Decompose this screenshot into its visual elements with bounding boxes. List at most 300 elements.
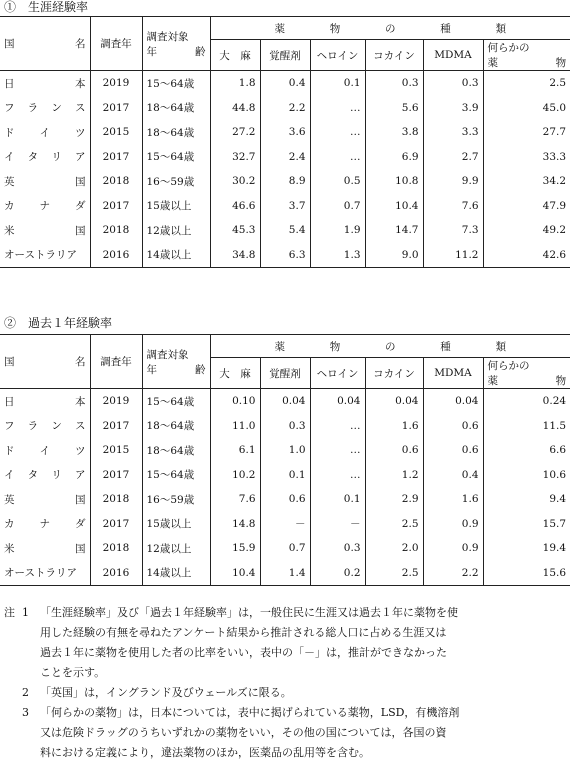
value-cell: 0.3 [423,71,483,96]
country-char: 本 [75,77,86,90]
value-cell: 2.4 [260,145,310,170]
note-prefix: 注 [4,606,15,619]
header-other-line2 [488,373,567,388]
header-age-line2-b: 齢 [195,45,206,58]
country-name-text [4,467,86,482]
header-age [142,335,210,389]
country-char: ア [74,469,86,482]
header-other-line2-a: 薬 [487,57,498,69]
country-char: タ [27,469,39,482]
value-cell: 0.4 [260,71,310,96]
note-prefix [4,723,22,743]
header-country-text [4,354,86,369]
note-line [4,603,566,623]
header-drug-group-text [215,339,567,354]
country-name-text [4,247,86,262]
value-cell: 3.8 [365,120,423,145]
header-drug-group-char: 物 [329,22,341,35]
age-range: 18～64歳 [142,96,210,121]
country-name [0,218,90,243]
note-prefix [4,703,22,723]
country-char: ダ [75,518,86,531]
header-drug-group [210,17,570,40]
country-name [0,414,90,439]
country-char: ダ [75,200,86,213]
value-cell: 1.6 [423,487,483,512]
header-age-line1: 調査対象 [146,30,189,43]
value-cell: 34.8 [210,243,260,268]
value-cell: 44.8 [210,96,260,121]
value-cell: 7.6 [423,194,483,219]
header-drug-group [210,335,570,358]
note-line [4,703,566,723]
age-range: 14歳以上 [142,561,210,586]
section2-title: ② 過去１年経験率 [4,316,113,330]
note-text: 又は危険ドラッグのうちいずれかの薬物をいい，その他の国については，各国の資 [40,726,447,739]
value-cell: 30.2 [210,169,260,194]
value-cell: 46.6 [210,194,260,219]
value-cell: 10.4 [210,561,260,586]
table-row [0,120,570,145]
header-country [0,335,90,389]
header-country [0,17,90,71]
country-char: 日 [4,77,15,90]
value-cell: 5.4 [260,218,310,243]
table-row [0,438,570,463]
header-drug-group-text [215,21,567,36]
age-range: 15歳以上 [142,194,210,219]
country-char: カ [4,518,15,531]
value-cell: 45.0 [542,101,567,114]
value-cell: 34.2 [542,175,567,188]
value-cell: … [310,438,365,463]
country-char: 国 [75,493,86,506]
table-row [0,414,570,439]
table-row [0,194,570,219]
value-cell: 9.0 [365,243,423,268]
table-row [0,536,570,561]
value-cell: 0.10 [210,389,260,414]
value-cell: 3.6 [260,120,310,145]
value-cell: 0.3 [310,536,365,561]
header-drug-group-char: 類 [495,340,507,353]
country-char: タ [27,151,39,164]
table-row [0,463,570,488]
note-number [22,663,40,683]
note-number [22,643,40,663]
country-name [0,243,90,268]
note-text: 「生涯経験率」及び「過去１年経験率」は，一般住民に生涯又は過去１年に薬物を使 [40,606,458,619]
header-drug-group-char: 類 [495,22,507,35]
value-cell: 0.24 [542,395,567,408]
header-drug-group-char: 種 [440,340,451,353]
survey-year: 2016 [90,561,142,586]
table-row [0,145,570,170]
table-row [0,561,570,586]
header-age-line2 [147,44,206,59]
note-line [4,743,566,763]
survey-year: 2017 [90,194,142,219]
value-cell: 9.4 [549,493,567,506]
country-name-text [4,492,86,507]
header-drug-0: 大 麻 [210,40,260,71]
value-cell: 11.5 [542,419,567,432]
value-cell: 0.3 [260,414,310,439]
country-char: 米 [4,542,15,555]
header-drug-4: MDMA [423,40,483,71]
header-drug-group-char: 薬 [274,340,285,353]
country-char: 英 [4,175,15,188]
header-drug-1: 覚醒剤 [260,358,310,389]
header-country-right: 名 [75,356,86,368]
country-char: 本 [75,395,86,408]
table-row [0,218,570,243]
value-cell: 11.2 [423,243,483,268]
country-char: フ [4,102,15,115]
value-cell: 2.2 [423,561,483,586]
value-cell: 2.7 [423,145,483,170]
country-name [0,71,90,96]
value-cell: … [310,414,365,439]
country-char: ラ [27,420,39,433]
age-range: 15～64歳 [142,145,210,170]
country-name-text [4,149,86,164]
survey-year: 2019 [90,71,142,96]
value-cell: 2.5 [365,512,423,537]
note-number [22,743,40,763]
value-cell: 0.6 [423,438,483,463]
country-char: オーストラリア [4,249,77,262]
survey-year: 2017 [90,512,142,537]
header-drug-4: MDMA [423,358,483,389]
value-cell: 1.0 [260,438,310,463]
value-cell: 3.7 [260,194,310,219]
note-text: 用した経験の有無を尋ねたアンケート結果から推計される総人口に占める生涯又は [40,626,447,639]
value-cell: 6.1 [210,438,260,463]
value-cell: 0.6 [423,414,483,439]
header-country-left: 国 [4,356,15,368]
header-drug-2: ヘロイン [310,40,365,71]
value-cell: 45.3 [210,218,260,243]
value-cell: 9.9 [423,169,483,194]
value-cell: 2.2 [260,96,310,121]
country-char: フ [4,420,15,433]
header-other-line2-b: 物 [555,375,567,387]
value-cell: 0.04 [260,389,310,414]
header-other-drug [483,40,570,71]
survey-year: 2017 [90,463,142,488]
notes [4,603,566,763]
country-char: 米 [4,224,15,237]
value-cell: 47.9 [542,199,567,212]
value-cell: 2.5 [549,77,567,90]
note-text: 「英国」は，イングランド及びウェールズに限る。 [40,686,292,699]
header-drug-2: ヘロイン [310,358,365,389]
country-name [0,194,90,219]
survey-year: 2018 [90,536,142,561]
country-char: 日 [4,395,15,408]
header-other-line1: 何らかの [487,360,530,372]
table-row [0,243,570,268]
header-age [142,17,210,71]
country-name [0,389,90,414]
country-name-text [4,541,86,556]
note-text: 過去１年に薬物を使用した者の比率をいい，表中の「－」は，推計ができなかった [40,646,447,659]
value-cell: 0.04 [310,389,365,414]
value-cell: 15.7 [542,517,567,530]
header-country-left: 国 [4,38,15,50]
country-name [0,512,90,537]
value-cell: 1.3 [310,243,365,268]
value-cell: 0.6 [260,487,310,512]
note-number [22,623,40,643]
table-row [0,96,570,121]
value-cell: 0.9 [423,512,483,537]
country-name [0,120,90,145]
header-age-line2-b: 齢 [195,363,206,376]
header-age-line1: 調査対象 [146,348,189,361]
country-char: ナ [39,518,50,531]
header-country-text [4,36,86,51]
note-line [4,723,566,743]
note-number [22,723,40,743]
country-name-text [4,443,86,458]
age-range: 12歳以上 [142,536,210,561]
age-range: 18～64歳 [142,120,210,145]
age-range: 12歳以上 [142,218,210,243]
survey-year: 2017 [90,414,142,439]
header-other-line2-b: 物 [555,57,567,69]
value-cell: 15.9 [210,536,260,561]
survey-year: 2017 [90,96,142,121]
value-cell: 7.3 [423,218,483,243]
value-cell: 0.5 [310,169,365,194]
value-cell: 15.6 [483,561,570,586]
value-cell: 2.9 [365,487,423,512]
value-cell: 2.0 [365,536,423,561]
note-line [4,643,566,663]
note-text: 「何らかの薬物」は，日本については，表中に掲げられている薬物，LSD，有機溶剤 [40,706,460,719]
value-cell: 1.8 [210,71,260,96]
country-char: ス [74,420,86,433]
survey-year: 2018 [90,169,142,194]
country-char: イ [4,151,15,164]
country-name [0,145,90,170]
age-range: 15～64歳 [142,71,210,96]
value-cell: 6.9 [365,145,423,170]
value-cell: 0.7 [260,536,310,561]
country-name-text [4,174,86,189]
value-cell: 0.04 [365,389,423,414]
country-char: イ [4,469,15,482]
note-text: 料における定義により，違法薬物のほか，医薬品の乱用等を含む。 [40,746,370,759]
value-cell: 1.2 [365,463,423,488]
value-cell: … [310,463,365,488]
header-drug-group-char: 薬 [274,22,285,35]
note-prefix [4,623,22,643]
value-cell: 10.6 [542,468,567,481]
value-cell: 0.4 [423,463,483,488]
country-char: イ [39,444,50,457]
value-cell: 33.3 [542,150,567,163]
survey-year: 2015 [90,120,142,145]
age-range: 15歳以上 [142,512,210,537]
value-cell: 7.6 [210,487,260,512]
value-cell: 1.6 [365,414,423,439]
age-range: 15～64歳 [142,389,210,414]
age-range: 15～64歳 [142,463,210,488]
value-cell: － [310,512,365,537]
value-cell: 0.1 [310,487,365,512]
value-cell: 1.9 [310,218,365,243]
value-cell: 2.5 [365,561,423,586]
country-name-text [4,125,86,140]
country-name-text [4,198,86,213]
survey-year: 2018 [90,487,142,512]
note-prefix [4,663,22,683]
header-year: 調査年 [90,335,142,389]
country-char: 英 [4,493,15,506]
value-cell: 14.7 [365,218,423,243]
note-line [4,683,566,703]
value-cell: 8.9 [260,169,310,194]
table-row [0,389,570,414]
country-char: ド [4,126,15,139]
value-cell: … [310,120,365,145]
header-other-line2-a: 薬 [487,375,498,387]
country-char: イ [39,126,50,139]
country-char: ナ [39,200,50,213]
value-cell: 0.3 [365,71,423,96]
value-cell: 3.9 [423,96,483,121]
country-char: 国 [75,175,86,188]
header-age-line2-a: 年 [146,45,157,58]
note-line [4,663,566,683]
value-cell: 0.7 [310,194,365,219]
value-cell: 0.1 [310,71,365,96]
country-name-text [4,223,86,238]
header-drug-group-char: 種 [440,22,451,35]
note-prefix [4,643,22,663]
value-cell: 0.6 [365,438,423,463]
country-name [0,169,90,194]
note-prefix [4,743,22,763]
country-char: ス [74,102,86,115]
survey-year: 2017 [90,145,142,170]
country-name-text [4,76,86,91]
value-cell: 42.6 [483,243,570,268]
country-char: オーストラリア [4,567,77,580]
note-line [4,623,566,643]
value-cell: 11.0 [210,414,260,439]
country-char: ン [51,420,62,433]
table-row [0,512,570,537]
survey-year: 2016 [90,243,142,268]
country-char: ド [4,444,15,457]
country-name-text [4,516,86,531]
value-cell: 3.3 [423,120,483,145]
country-char: カ [4,200,15,213]
value-cell: 49.2 [542,224,567,237]
header-drug-3: コカイン [365,40,423,71]
country-name [0,561,90,586]
country-name-text [4,100,86,115]
value-cell: 5.6 [365,96,423,121]
country-char: リ [51,151,62,164]
value-cell: 10.2 [210,463,260,488]
section1-title: ① 生涯経験率 [4,0,89,14]
age-range: 18～64歳 [142,438,210,463]
country-name [0,536,90,561]
country-name [0,438,90,463]
country-name-text [4,565,86,580]
past-year-prevalence-table [0,334,570,586]
value-cell: 0.04 [423,389,483,414]
country-char: 国 [75,224,86,237]
value-cell: 27.2 [210,120,260,145]
note-prefix [4,683,22,703]
country-char: ラ [27,102,39,115]
value-cell: 10.4 [365,194,423,219]
header-drug-0: 大 麻 [210,358,260,389]
header-drug-1: 覚醒剤 [260,40,310,71]
country-char: ン [51,102,62,115]
age-range: 16～59歳 [142,487,210,512]
value-cell: 32.7 [210,145,260,170]
header-other-line2 [488,55,567,70]
table-row [0,487,570,512]
header-drug-group-char: の [385,340,396,353]
header-age-line2-a: 年 [146,363,157,376]
survey-year: 2015 [90,438,142,463]
header-drug-3: コカイン [365,358,423,389]
survey-year: 2018 [90,218,142,243]
country-char: リ [51,469,62,482]
header-other-line1: 何らかの [487,42,530,54]
header-drug-group-char: 物 [329,340,341,353]
note-text: ことを示す。 [40,666,106,679]
value-cell: 0.9 [423,536,483,561]
value-cell: … [310,145,365,170]
country-char: ツ [75,126,86,139]
value-cell: 10.8 [365,169,423,194]
survey-year: 2019 [90,389,142,414]
note-number: 1 [22,606,29,619]
country-name-text [4,394,86,409]
country-char: ア [74,151,86,164]
country-name [0,463,90,488]
header-drug-group-char: の [385,22,396,35]
value-cell: 19.4 [542,542,567,555]
table-row [0,169,570,194]
header-year: 調査年 [90,17,142,71]
country-name [0,96,90,121]
note-number: 3 [22,706,29,719]
country-char: ツ [75,444,86,457]
value-cell: 1.4 [260,561,310,586]
value-cell: 0.2 [310,561,365,586]
value-cell: － [260,512,310,537]
value-cell: 0.1 [260,463,310,488]
age-range: 16～59歳 [142,169,210,194]
age-range: 18～64歳 [142,414,210,439]
lifetime-prevalence-table [0,16,570,268]
country-char: 国 [75,542,86,555]
header-age-line2 [147,362,206,377]
table-row [0,71,570,96]
value-cell: 14.8 [210,512,260,537]
country-name-text [4,418,86,433]
